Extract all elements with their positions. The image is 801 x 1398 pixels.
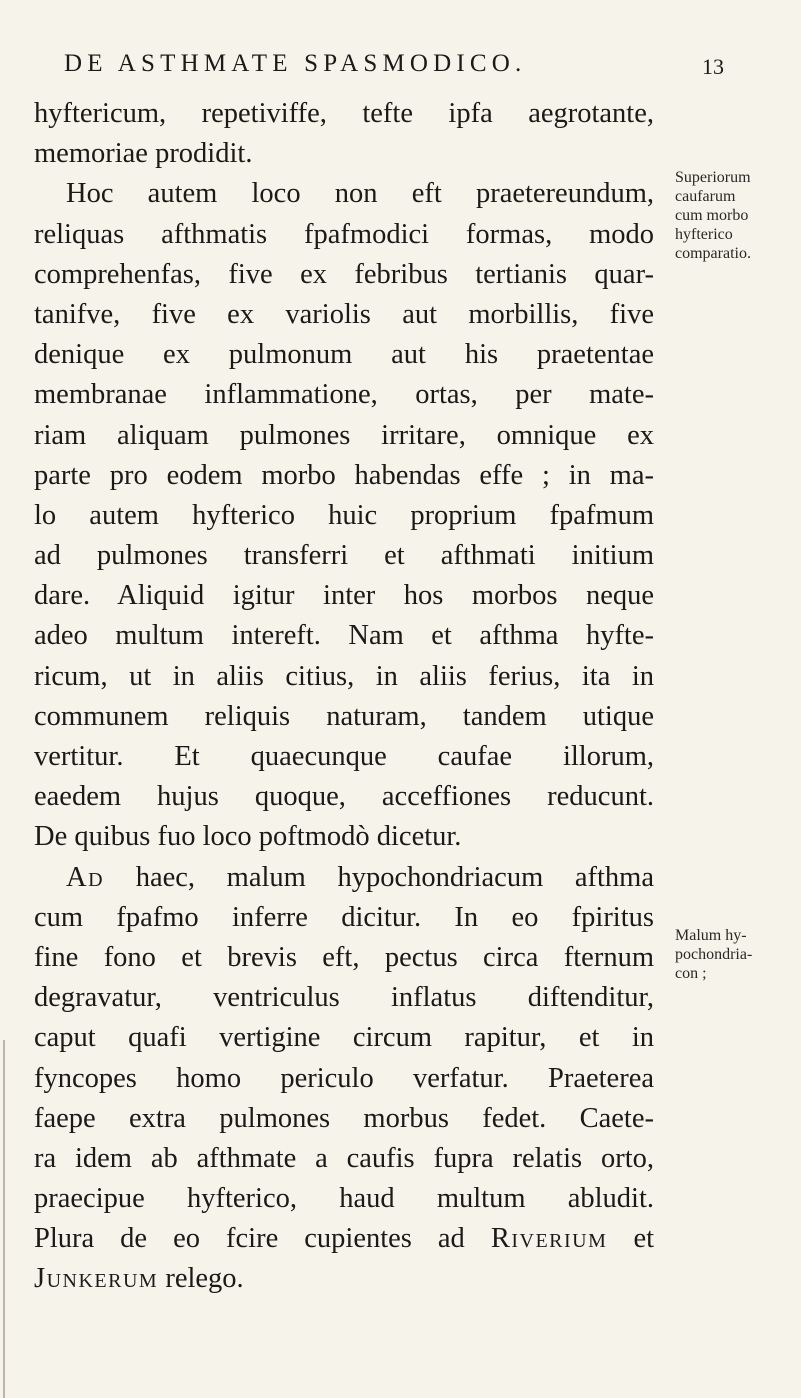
running-head bbox=[64, 50, 724, 90]
margin-note-line: hyfterico bbox=[675, 226, 733, 243]
text-line: membranae inflammatione, ortas, per mate- bbox=[34, 379, 654, 411]
text-line: memoriae prodidit. bbox=[34, 138, 253, 170]
text-line: fine fono et brevis eft, pectus circa fternum bbox=[34, 941, 654, 973]
text-line-rest: haec, malum hypochondriacum afthma bbox=[135, 861, 655, 893]
text-line: parte pro eodem morbo habendas effe ; in ma- bbox=[34, 459, 654, 491]
paragraph-lead-word: Ad bbox=[66, 861, 105, 893]
text-line-start: Plura de eo fcire cupientes ad bbox=[34, 1223, 465, 1255]
text-line: hyftericum, repetiviffe, tefte ipfa aegrotante, bbox=[34, 98, 654, 129]
text-line: eaedem hujus quoque, acceffiones reducunt. bbox=[34, 781, 654, 813]
page-number: 13 bbox=[702, 54, 724, 79]
page-edge-shadow bbox=[3, 1040, 5, 1398]
margin-note-line: Superiorum bbox=[675, 169, 751, 186]
margin-note-hypochondriac bbox=[675, 926, 752, 983]
running-title: DE ASTHMATE SPASMODICO. bbox=[64, 50, 527, 77]
text-line: Hoc autem loco non eft praetereundum, bbox=[66, 178, 654, 210]
text-line: ricum, ut in aliis citius, in aliis ferius, ita in bbox=[34, 660, 654, 692]
text-line: De quibus fuo loco poftmodò dicetur. bbox=[34, 821, 462, 853]
text-line-end: relego. bbox=[165, 1263, 244, 1295]
text-line: communem reliquis naturam, tandem utique bbox=[34, 700, 654, 732]
text-line: denique ex pulmonum aut his praetentae bbox=[34, 339, 654, 371]
margin-note-line: cum morbo bbox=[675, 207, 749, 224]
text-line: ad pulmones transferri et afthmati initium bbox=[34, 540, 654, 572]
text-line: tanifve, five ex variolis aut morbillis, five bbox=[34, 298, 654, 330]
text-line: degravatur, ventriculus inflatus diftenditur, bbox=[34, 982, 654, 1014]
margin-note-line: comparatio. bbox=[675, 245, 751, 262]
text-line: lo autem hyfterico huic proprium fpafmum bbox=[34, 499, 654, 531]
text-line: caput quafi vertigine circum rapitur, et in bbox=[34, 1022, 654, 1054]
body-text bbox=[34, 94, 654, 1300]
text-line: fyncopes homo periculo verfatur. Praeterea bbox=[34, 1062, 654, 1094]
text-line: riam aliquam pulmones irritare, omnique ex bbox=[34, 419, 654, 451]
margin-note-line: con ; bbox=[675, 965, 707, 982]
text-line bbox=[34, 858, 654, 898]
margin-note-comparison bbox=[675, 168, 751, 263]
author-name-riverius: Riverium bbox=[490, 1223, 608, 1255]
text-line: praecipue hyfterico, haud multum abludit. bbox=[34, 1183, 654, 1215]
text-line-end: et bbox=[633, 1223, 655, 1255]
margin-note-line: caufarum bbox=[675, 188, 736, 205]
text-line bbox=[34, 1259, 654, 1299]
text-line: comprehenfas, five ex febribus tertianis quar- bbox=[34, 258, 654, 290]
text-line: dare. Aliquid igitur inter hos morbos neque bbox=[34, 580, 654, 612]
text-line: vertitur. Et quaecunque caufae illorum, bbox=[34, 741, 654, 772]
author-name-junker: Junkerum bbox=[34, 1263, 159, 1295]
margin-note-line: pochondria- bbox=[675, 946, 753, 963]
text-line bbox=[34, 1219, 654, 1259]
text-line: faepe extra pulmones morbus fedet. Caete- bbox=[34, 1102, 654, 1134]
margin-note-line: Malum hy- bbox=[675, 927, 747, 944]
text-line: reliquas afthmatis fpafmodici formas, modo bbox=[34, 218, 654, 250]
text-line: ra idem ab afthmate a caufis fupra relatis orto, bbox=[34, 1142, 654, 1174]
text-line: adeo multum intereft. Nam et afthma hyfte- bbox=[34, 620, 654, 652]
text-line: cum fpafmo inferre dicitur. In eo fpiritus bbox=[34, 901, 654, 933]
